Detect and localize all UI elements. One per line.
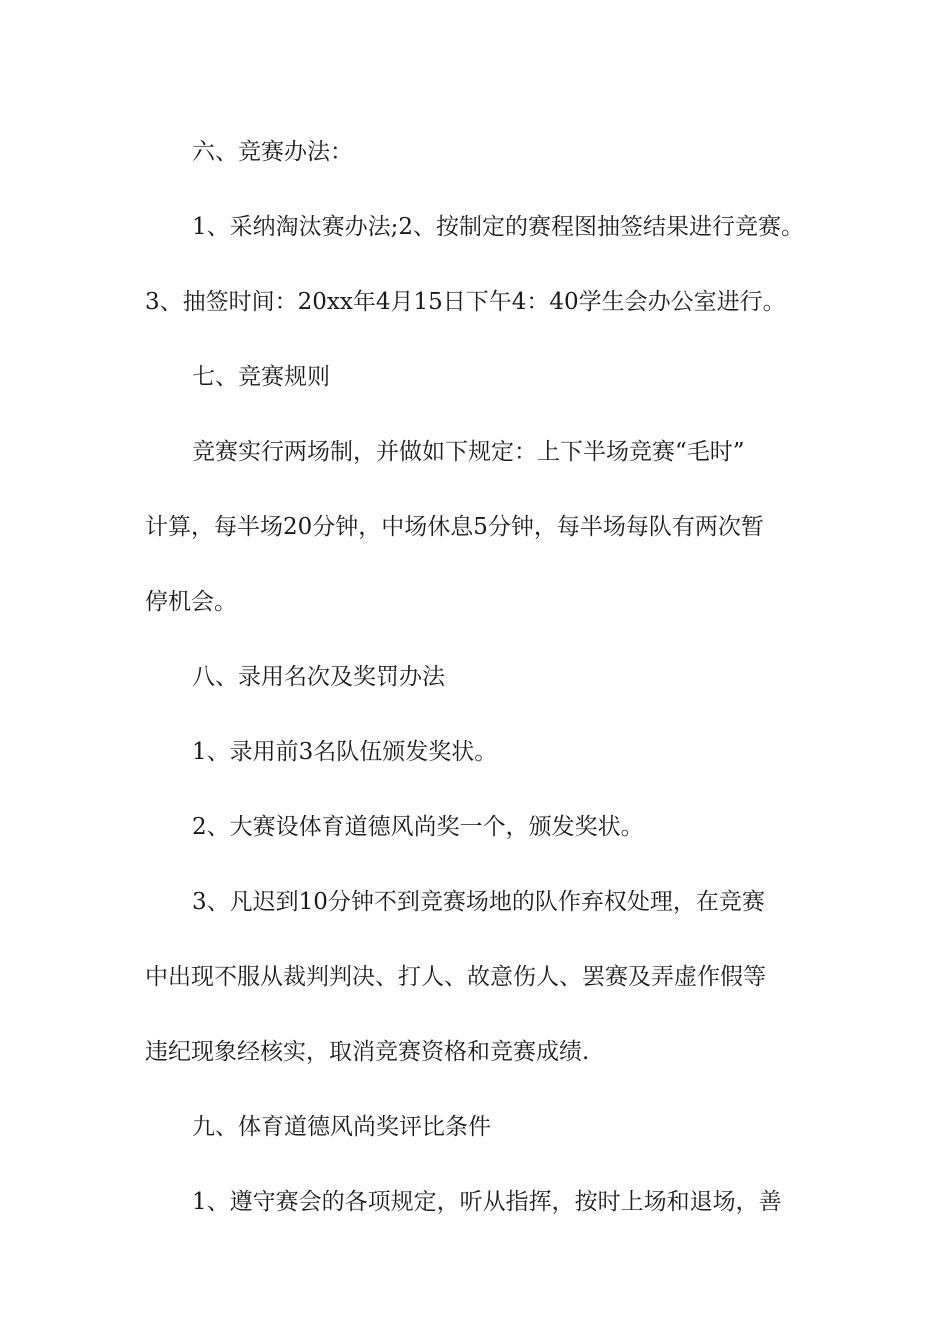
paragraph-line: 1、录用前3名队伍颁发奖状。 [192,739,498,765]
section-heading-9: 九、体育道德风尚奖评比条件 [192,1114,491,1140]
paragraph-line: 1、遵守赛会的各项规定，听从指挥，按时上场和退场，善 [192,1189,782,1215]
paragraph-line: 2、大赛设体育道德风尚奖一个，颁发奖状。 [192,814,644,840]
paragraph-line: 停机会。 [145,589,237,615]
paragraph-line: 3、抽签时间：20xx年4月15日下午4：40学生会办公室进行。 [145,289,786,315]
section-heading-6: 六、竞赛办法： [192,139,353,165]
paragraph-line: 中出现不服从裁判判决、打人、故意伤人、罢赛及弄虚作假等 [145,964,766,990]
section-heading-7: 七、竞赛规则 [192,364,330,390]
paragraph-line: 3、凡迟到10分钟不到竞赛场地的队作弃权处理，在竞赛 [192,889,765,915]
paragraph-line: 竞赛实行两场制，并做如下规定：上下半场竞赛“毛时” [192,439,745,465]
paragraph-line: 违纪现象经核实，取消竞赛资格和竞赛成绩. [145,1039,590,1065]
paragraph-line: 1、采纳淘汰赛办法;2、按制定的赛程图抽签结果进行竞赛。 [192,214,805,240]
section-heading-8: 八、录用名次及奖罚办法 [192,664,445,690]
paragraph-line: 计算，每半场20分钟，中场休息5分钟，每半场每队有两次暂 [145,514,764,540]
